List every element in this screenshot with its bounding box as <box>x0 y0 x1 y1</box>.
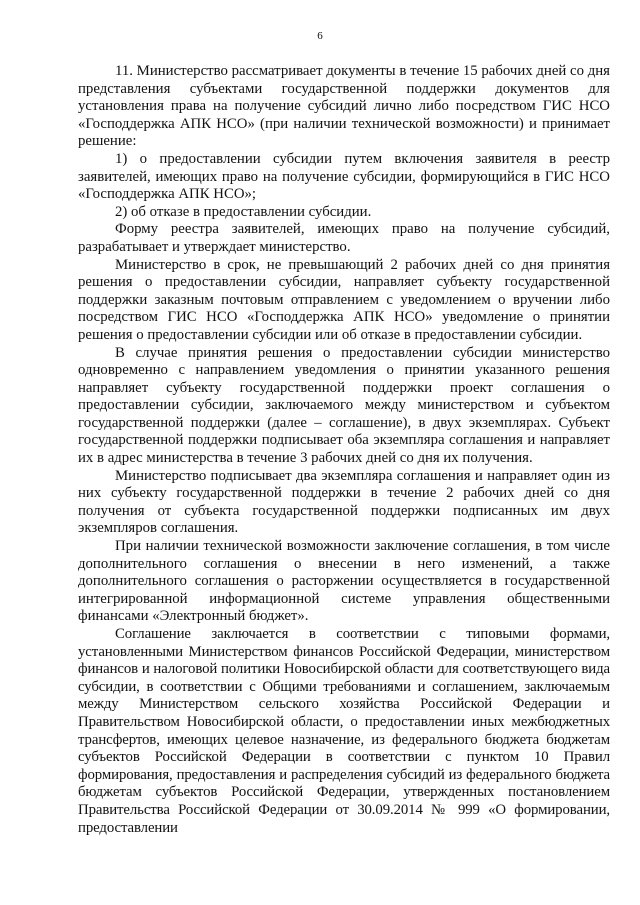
paragraph-registry-form: Форму реестра заявителей, имеющих право на получение субсидий, разрабатывает и утверждает министерство. <box>78 221 610 255</box>
paragraph-agreement-signing: Министерство подписывает два экземпляра соглашения и направляет один из них субъекту государственной поддержки в течение 2 рабочих дней со дня получения от субъекта государственной поддержки подписанных им двух экземпляров соглашения. <box>78 467 610 537</box>
paragraph-item-11: 11. Министерство рассматривает документы в течение 15 рабочих дней со дня представления субъектами государственной поддержки документов для установления права на получение субсидий лично либо посредством ГИС НСО «Господдержка АПК НСО» (при наличии технической возможности) и принимает решение: <box>78 63 610 150</box>
paragraph-notification: Министерство в срок, не превышающий 2 рабочих дней со дня принятия решения о предоставлении субсидии, направляет субъекту государственной поддержки заказным почтовым отправлением с уведомлением о вручении либо посредством ГИС НСО «Господдержка АПК НСО» уведомление о принятии решения о предоставлении субсидии или об отказе в предоставлении субсидии. <box>78 256 610 343</box>
document-body <box>78 63 610 837</box>
paragraph-option-1: 1) о предоставлении субсидии путем включения заявителя в реестр заявителей, имеющих право на получение субсидии, формирующийся в ГИС НСО «Господдержка АПК НСО»; <box>78 150 610 203</box>
paragraph-electronic-budget: При наличии технической возможности заключение соглашения, в том числе дополнительного соглашения о внесении в него изменений, а также дополнительного соглашения о расторжении осуществляется в государственной интегрированной информационной системе управления общественными финансами «Электронный бюджет». <box>78 538 610 625</box>
paragraph-agreement-forms: Соглашение заключается в соответствии с типовыми формами, установленными Министерством финансов Российской Федерации, министерством финансов и налоговой политики Новосибирской области для соответствующего вида субсидии, в соответствии с Общими требованиями и соглашением, заключаемым между Министерством сельского хозяйства Российской Федерации и Правительством Новосибирской области, о предоставлении иных межбюджетных трансфертов, имеющих целевое назначение, из федерального бюджета бюджетам субъектов Российской Федерации в соответствии с пунктом 10 Правил формирования, предоставления и распределения субсидий из федерального бюджета бюджетам субъектов Российской Федерации, утвержденных постановлением Правительства Российской Федерации от 30.09.2014 № 999 «О формировании, предоставлении <box>78 626 610 836</box>
page-number: 6 <box>317 30 323 42</box>
paragraph-agreement-draft: В случае принятия решения о предоставлении субсидии министерство одновременно с направлением уведомления о принятии указанного решения направляет субъекту государственной поддержки проект соглашения о предоставлении субсидии, заключаемого между министерством и субъектом государственной поддержки (далее – соглашение), в двух экземплярах. Субъект государственной поддержки подписывает оба экземпляра соглашения и направляет их в адрес министерства в течение 3 рабочих дней со дня их получения. <box>78 344 610 467</box>
paragraph-option-2: 2) об отказе в предоставлении субсидии. <box>115 203 372 220</box>
